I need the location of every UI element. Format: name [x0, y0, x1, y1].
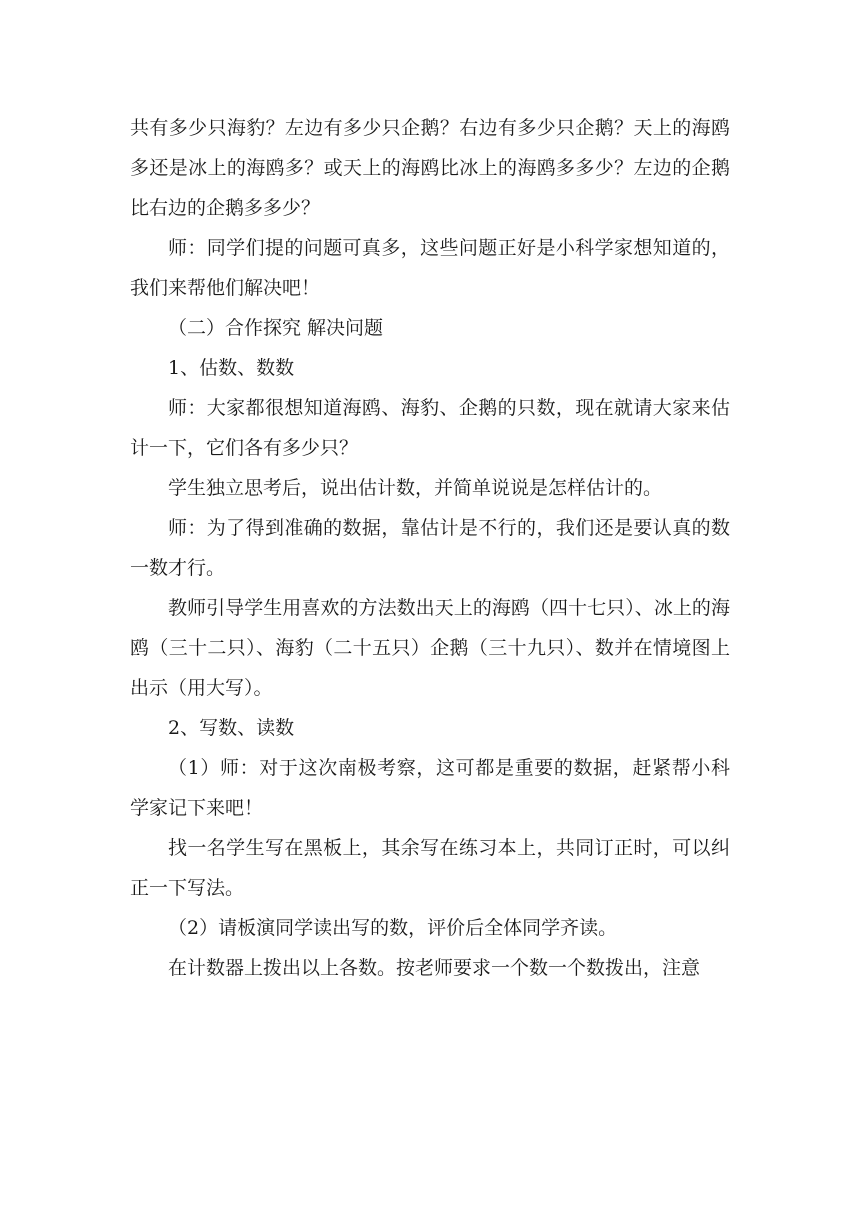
subsection-heading-write-read: 2、写数、读数 [168, 717, 295, 739]
paragraph-teacher-estimate: 师：大家都很想知道海鸥、海豹、企鹅的只数，现在就请大家来估计一下，它们各有多少只？ [130, 397, 730, 459]
paragraph-step-2: （2）请板演同学读出写的数，评价后全体同学齐读。 [168, 917, 618, 939]
paragraph-question-list: 共有多少只海豹？左边有多少只企鹅？右边有多少只企鹅？天上的海鸥多还是冰上的海鸥多？或天上的海鸥比冰上的海鸥多多少？左边的企鹅比右边的企鹅多多少？ [130, 117, 730, 219]
document-body [130, 108, 730, 988]
section-heading-cooperative-inquiry: （二）合作探究 解决问题 [168, 317, 384, 339]
paragraph-student-estimate: 学生独立思考后，说出估计数，并简单说说是怎样估计的。 [168, 477, 663, 499]
paragraph-teacher-guide-count: 教师引导学生用喜欢的方法数出天上的海鸥（四十七只）、冰上的海鸥（三十二只）、海豹（二十五只）企鹅（三十九只）、数并在情境图上出示（用大写）。 [130, 597, 730, 699]
paragraph-teacher-remark: 师：同学们提的问题可真多，这些问题正好是小科学家想知道的，我们来帮他们解决吧！ [130, 237, 730, 299]
paragraph-counter: 在计数器上拨出以上各数。按老师要求一个数一个数拨出，注意 [168, 957, 701, 979]
paragraph-blackboard: 找一名学生写在黑板上，其余写在练习本上，共同订正时，可以纠正一下写法。 [130, 837, 730, 899]
paragraph-teacher-accurate: 师：为了得到准确的数据，靠估计是不行的，我们还是要认真的数一数才行。 [130, 517, 730, 579]
paragraph-step-1: （1）师：对于这次南极考察，这可都是重要的数据，赶紧帮小科学家记下来吧！ [130, 757, 730, 819]
subsection-heading-estimate-count: 1、估数、数数 [168, 357, 295, 379]
